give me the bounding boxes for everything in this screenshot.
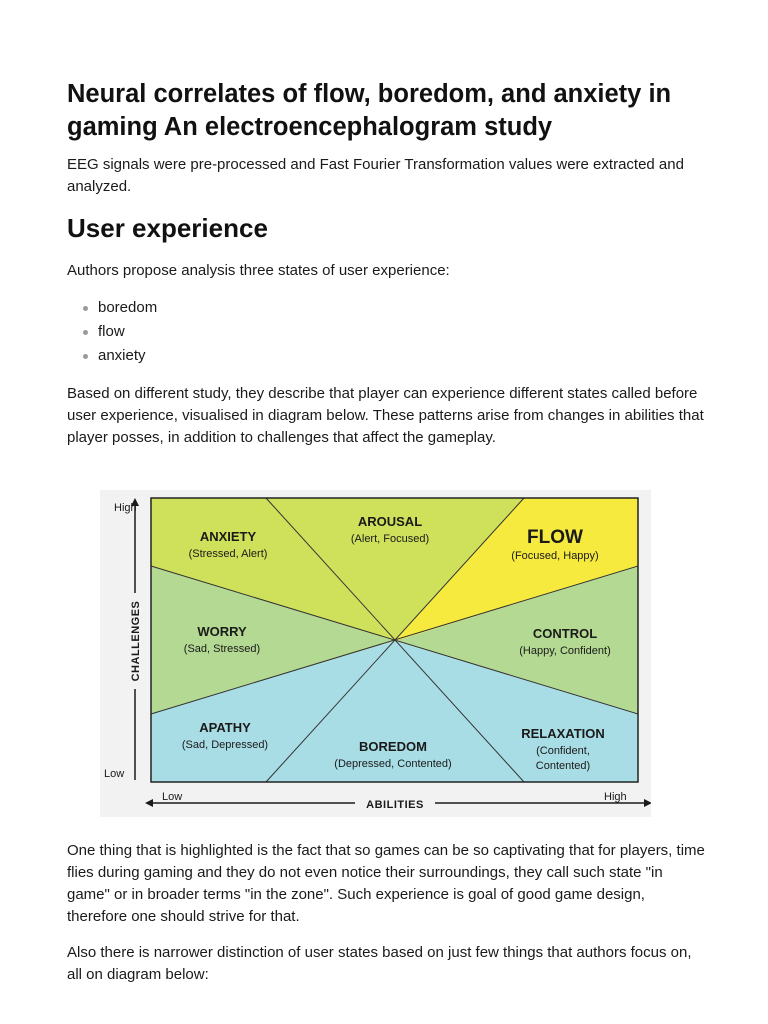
region-relaxation-detail: (Confident, — [536, 745, 590, 757]
paragraph: One thing that is highlighted is the fact that so games can be so captivating that for players, time flies during gaming and they do not even notice their surroundings, they call such state "in game" or in broader terms "in the zone". Such experience is goal of good game design, therefore one should strive for that. — [67, 842, 705, 925]
x-axis-high-label: High — [604, 791, 627, 803]
region-anxiety-label: ANXIETY — [199, 529, 257, 544]
bullet-icon — [83, 306, 88, 311]
y-axis-low-label: Low — [104, 768, 125, 780]
region-relaxation-label: RELAXATION — [521, 726, 605, 741]
x-axis-low-label: Low — [162, 791, 183, 803]
region-worry-label: WORRY — [197, 624, 247, 639]
list-item — [67, 344, 157, 368]
region-flow-detail: (Focused, Happy) — [511, 550, 599, 562]
bullet-icon — [83, 330, 88, 335]
bullet-icon — [83, 354, 88, 359]
list-item — [67, 320, 157, 344]
region-flow-label: FLOW — [527, 527, 583, 548]
region-apathy-detail: (Sad, Depressed) — [181, 739, 269, 751]
list-item-text: anxiety — [98, 347, 146, 364]
region-relaxation-detail-line-2: Contented) — [535, 760, 591, 772]
list-item-text: boredom — [98, 299, 158, 316]
list-item-text: flow — [98, 323, 125, 340]
lead-paragraph: Authors propose analysis three states of user experience: — [67, 262, 450, 279]
list-item — [67, 296, 157, 320]
region-anxiety-detail: (Stressed, Alert) — [188, 548, 268, 560]
region-boredom-label: BOREDOM — [359, 739, 427, 754]
region-apathy-label: APATHY — [199, 720, 251, 735]
y-axis-high-label: High — [114, 502, 137, 514]
paragraph: Also there is narrower distinction of user states based on just few things that authors focus on, all on diagram below: — [67, 944, 692, 983]
region-control-label: CONTROL — [532, 626, 598, 641]
region-arousal-detail: (Alert, Focused) — [350, 533, 430, 545]
page-title: Neural correlates of flow, boredom, and anxiety in gaming An electroencephalogram study — [67, 80, 672, 141]
states-list — [67, 296, 157, 368]
intro-paragraph: EEG signals were pre-processed and Fast Fourier Transformation values were extracted and analyzed. — [67, 156, 684, 195]
section-heading: User experience — [67, 213, 268, 243]
y-axis-title: CHALLENGES — [130, 600, 142, 682]
paragraph: Based on different study, they describe that player can experience different states called before user experience, visualised in diagram below. These patterns arise from changes in abilities that player posses, in addition to challenges that affect the gameplay. — [67, 385, 704, 446]
region-worry-detail: (Sad, Stressed) — [183, 643, 261, 655]
region-arousal-label: AROUSAL — [357, 514, 423, 529]
region-boredom-detail: (Depressed, Contented) — [334, 758, 452, 770]
x-axis-title: ABILITIES — [366, 799, 424, 811]
flow-model-diagram — [100, 490, 651, 817]
region-control-detail: (Happy, Confident) — [519, 645, 611, 657]
